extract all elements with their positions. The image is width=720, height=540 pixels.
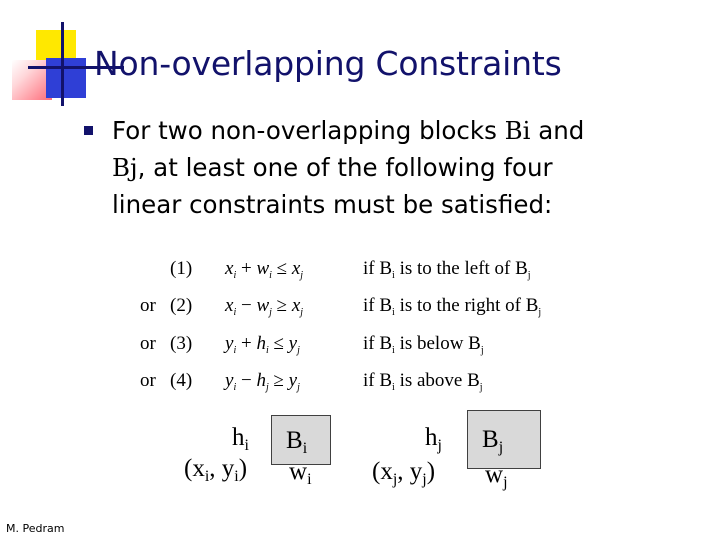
- constraint-inequality: $y_i + h_i \le y_j$: [225, 333, 300, 356]
- constraint-inequality: $x_i - w_j \ge x_j$: [225, 295, 304, 318]
- constraint-number: (1): [170, 258, 193, 279]
- constraint-prefix: or: [140, 295, 156, 316]
- block-j-coordinate-label: ($x_j$, $y_j$): [372, 458, 436, 488]
- constraint-condition: if $B_i$ is to the right of $B_j$: [363, 295, 542, 318]
- block-j-width-label: $w_j$: [485, 461, 508, 491]
- logo-blue-square: [46, 58, 86, 98]
- bullet-line-2: Bj, at least one of the following four: [112, 153, 553, 182]
- bullet-line-3: linear constraints must be satisfied:: [112, 190, 553, 219]
- footer-author: M. Pedram: [6, 522, 65, 535]
- constraint-prefix: or: [140, 370, 156, 391]
- bullet-line-1: For two non-overlapping blocks Bi and: [112, 116, 585, 145]
- block-j-name-label: $B_j$: [482, 426, 504, 456]
- constraint-inequality: $y_i - h_j \ge y_j$: [225, 370, 300, 393]
- constraint-inequality: $x_i + w_i \le x_j$: [225, 258, 304, 281]
- block-i-height-label: $h_i$: [232, 424, 249, 454]
- block-i-name-label: $B_i$: [286, 427, 308, 457]
- bullet-square-icon: [84, 126, 93, 135]
- block-j-height-label: $h_j$: [425, 424, 442, 454]
- constraint-number: (3): [170, 333, 193, 354]
- constraint-number: (4): [170, 370, 193, 391]
- constraint-condition: if $B_i$ is to the left of $B_j$: [363, 258, 531, 281]
- constraint-number: (2): [170, 295, 193, 316]
- block-i-width-label: $w_i$: [289, 458, 312, 488]
- logo-vertical-line: [61, 22, 64, 106]
- slide-title: Non-overlapping Constraints: [94, 44, 562, 83]
- block-j-rectangle: [467, 410, 541, 469]
- block-i-coordinate-label: ($x_i$, $y_i$): [184, 455, 248, 485]
- bullet-text: [112, 112, 692, 223]
- constraint-condition: if $B_i$ is above $B_j$: [363, 370, 483, 393]
- constraint-condition: if $B_i$ is below $B_j$: [363, 333, 484, 356]
- constraint-prefix: or: [140, 333, 156, 354]
